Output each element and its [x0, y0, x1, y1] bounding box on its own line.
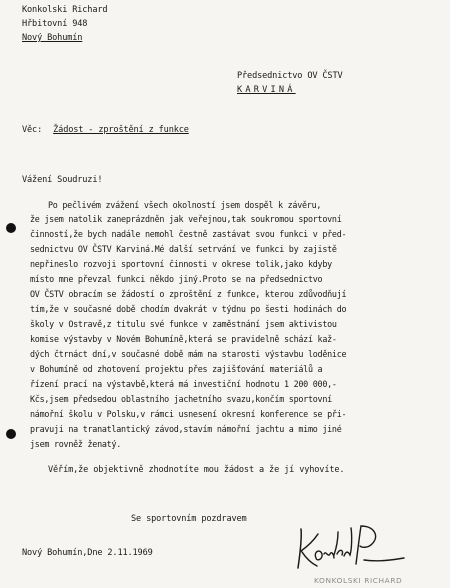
body-line-2: že jsem natolik zaneprázdněn jak veřejnou,tak soukromou sportovní	[30, 214, 342, 224]
body-line-15: námořní školu v Polsku,v rámci usnesení okresní konference se při-	[30, 409, 347, 419]
recipient-line2: KARVINÁ	[237, 85, 296, 95]
subject-line	[22, 125, 189, 136]
handwritten-signature	[292, 524, 412, 576]
name-stamp: KONKOLSKI RICHARD	[314, 576, 403, 585]
subject-text: Žádost - zproštění z funkce	[53, 125, 189, 135]
body-line-9: školy v Ostravě,z titulu své funkce v zaměstnání jsem aktivistou	[30, 319, 337, 329]
body-line-14: Kčs,jsem předsedou oblastního jachetního svazu,končím sportovní	[30, 394, 332, 404]
punch-hole-lower	[6, 429, 16, 439]
sender-street: Hřbitovní 948	[22, 19, 88, 29]
salutation: Vážení Soudruzi!	[22, 175, 103, 185]
body-line-8: tím,že v současné době chodím dvakrát v týdnu po šesti hodinách do	[30, 304, 347, 314]
body-line-5: nepřineslo rozvoji sportovní činnosti v okrese tolik,jako kdyby	[30, 259, 332, 269]
closing-sentence: Věřím,že objektivně zhodnotíte mou žádost a že jí vyhovíte.	[48, 465, 345, 475]
body-line-6: místo mne převzal funkci někdo jiný.Proto se na předsednictvo	[30, 274, 323, 284]
recipient-line1: Předsednictvo OV ČSTV	[237, 71, 343, 81]
punch-hole-upper	[6, 223, 16, 233]
body-line-4: sednictvu OV ČSTV Karviná.Mé další setrvání ve funkci by zajistě	[30, 244, 337, 254]
body-line-12: v Bohumíně od zhotovení projektu přes zajišťování materiálů a	[30, 364, 323, 374]
body-line-16: pravuji na tranatlantický závod,stavím námořní jachtu a mimo jiné	[30, 424, 342, 434]
place-and-date: Nový Bohumín,Dne 2.11.1969	[22, 548, 153, 558]
body-line-17: jsem rovněž ženatý.	[30, 439, 122, 449]
body-line-1: Po pečlivém zvážení všech okolností jsem dospěl k závěru,	[48, 200, 322, 210]
greeting: Se sportovním pozdravem	[131, 514, 247, 524]
body-line-7: OV ČSTV obracím se žádostí o zproštění z funkce, kterou zdůvodňují	[30, 289, 347, 299]
sender-city: Nový Bohumín	[22, 33, 83, 43]
body-line-11: dých čtrnáct dní,v současné době mám na starosti výstavbu loděnice	[30, 349, 347, 359]
sender-name: Konkolski Richard	[22, 5, 108, 15]
body-line-3: činností,že bych nadále nemohl čestně zastávat svou funkci v před-	[30, 229, 347, 239]
subject-label: Věc:	[22, 125, 43, 135]
body-line-10: komise výstavby v Novém Bohumíně,která se pravidelně schází kaž-	[30, 334, 337, 344]
body-line-13: řízení prací na výstavbě,která má investiční hodnotu 1 200 000,-	[30, 379, 337, 389]
